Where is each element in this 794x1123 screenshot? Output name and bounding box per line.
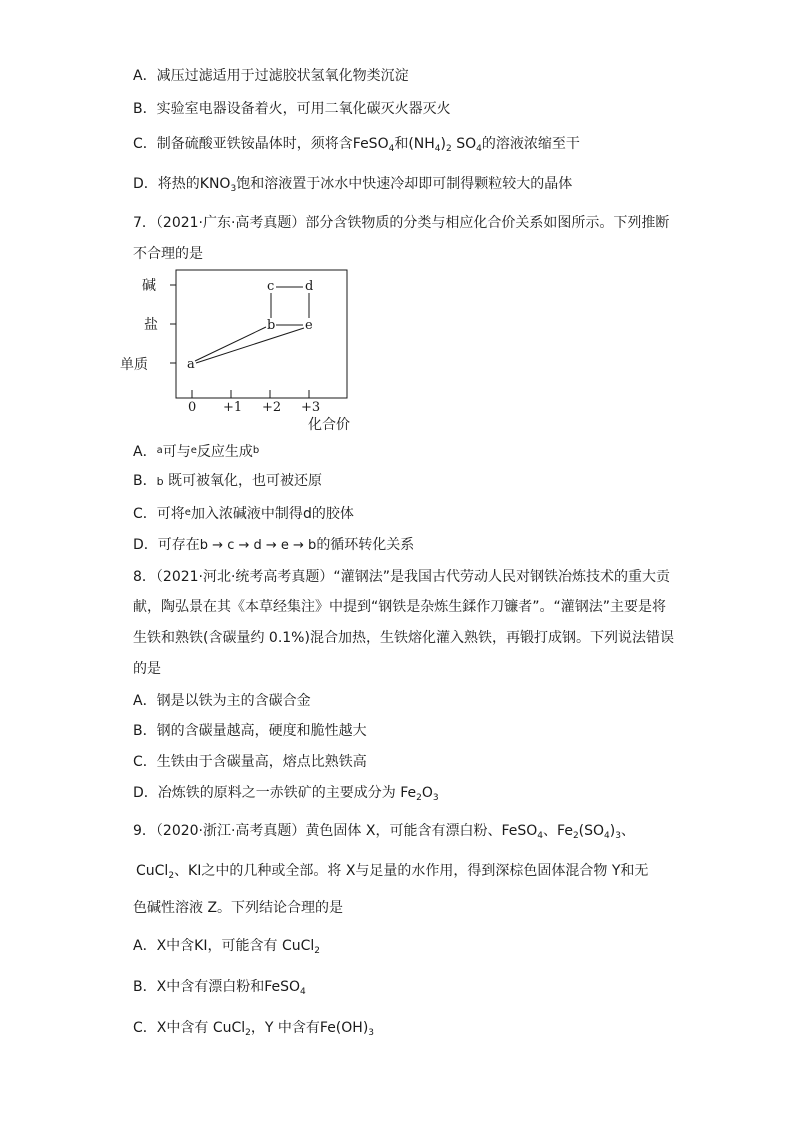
q7-option-b: B．b 既可被氧化，也可被还原 [133, 473, 323, 489]
y-label-salt: 盐 [144, 317, 158, 333]
x-axis-title: 化合价 [308, 417, 350, 433]
q8-option-b: B．钢的含碳量越高，硬度和脆性越大 [133, 723, 367, 739]
text: 饱和溶液置于冰水中快速冷却即可制得颗粒较大的晶体 [236, 176, 573, 192]
point-c: c [267, 279, 275, 294]
q7-option-d: D．可存在b → c → d → e → b的循环转化关系 [133, 537, 415, 553]
formula-feoh3: $Fe(OH)_3$ [319, 1020, 375, 1038]
formula-feso4: FeSO$_4$ [501, 823, 544, 841]
edge-a-e [196, 328, 304, 363]
q6-option-a: A．减压过滤适用于过滤胶状氢氧化物类沉淀 [133, 68, 409, 84]
text: 的溶液浓缩至干 [481, 136, 580, 152]
text: 和 [394, 136, 409, 152]
q8-stem-line2: 献，陶弘景在其《本草经集注》中提到“钢铁是杂炼生鍒作刀镰者”。“灌钢法”主要是将 [133, 599, 667, 615]
point-e: e [305, 318, 313, 333]
point-a: a [187, 357, 195, 372]
iron-valence-diagram [120, 268, 360, 433]
y-label-element: 单质 [120, 357, 148, 373]
q6-option-b: B．实验室电器设备着火，可用二氧化碳灭火器灭火 [133, 101, 451, 117]
plot-frame [176, 270, 347, 398]
x-tick-label: +3 [301, 400, 321, 415]
q9-stem-line2: CuCl$_2$、KI之中的几种或全部。将 X与足量的水作用，得到深棕色固体混合物 Y和无 [136, 863, 649, 881]
formula-feso4: FeSO$_4$ [264, 979, 306, 997]
point-b: b [267, 318, 276, 333]
q7-option-c: C．可将$^e$加入浓碱液中制得d的胶体 [133, 506, 354, 522]
formula-cucl2: CuCl$_2$ [212, 1020, 251, 1038]
q8-stem-line4: 的是 [133, 661, 161, 677]
formula-cucl2: CuCl$_2$ [136, 863, 175, 881]
q9-option-c: C．X中含有 CuCl$_2$，Y 中含有$Fe(OH)_3$ [133, 1020, 375, 1038]
formula-fe2o3: $Fe_2O_3$ [400, 785, 439, 803]
x-tick-label: +2 [262, 400, 282, 415]
q9-option-a: A．X中含KI，可能含有 CuCl$_2$ [133, 938, 320, 956]
q8-option-c: C．生铁由于含碳量高，熔点比熟铁高 [133, 754, 367, 770]
formula-nh4-2so4: $(NH_4)_2$ $SO_4$ [408, 136, 482, 154]
point-d: d [305, 279, 314, 294]
q9-stem-line3: 色碱性溶液 Z。下列结论合理的是 [133, 900, 344, 916]
y-label-base: 碱 [142, 278, 156, 294]
q7-stem-line2: 不合理的是 [133, 246, 203, 262]
formula-kno3: $KNO_3$ [199, 176, 237, 194]
q8-stem-line1: 8．（2021·河北·统考高考真题）“灌钢法”是我国古代劳动人民对钢铁冶炼技术的重大贡 [133, 569, 670, 585]
q8-option-a: A．钢是以铁为主的含碳合金 [133, 693, 311, 709]
q6-option-d [133, 174, 572, 194]
x-tick-label: +1 [223, 400, 243, 415]
q6-option-c [133, 134, 580, 154]
x-tick-label: 0 [188, 400, 197, 415]
formula-cucl2: CuCl$_2$ [281, 938, 320, 956]
formula-feso4: FeSO$_4$ [352, 136, 395, 154]
q9-option-b: B．X中含有漂白粉和FeSO$_4$ [133, 979, 306, 997]
formula-fe2so43: $Fe_2(SO_4)_3$ [557, 823, 621, 841]
q7-stem-line1: 7．（2021·广东·高考真题）部分含铁物质的分类与相应化合价关系如图所示。下列推断 [133, 215, 670, 231]
text: D．将热的 [133, 176, 200, 192]
text: C．制备硫酸亚铁铵晶体时，须将含 [133, 136, 353, 152]
q7-option-a: A．$^a$可与$^e$反应生成$^b$ [133, 444, 260, 460]
q9-stem-line1: 9．（2020·浙江·高考真题）黄色固体 X，可能含有漂白粉、FeSO$_4$、$Fe_2(SO_4)_3$、 [133, 823, 635, 841]
q8-option-d: D．冶炼铁的原料之一赤铁矿的主要成分为 $Fe_2O_3$ [133, 785, 439, 803]
q8-stem-line3: 生铁和熟铁(含碳量约 0.1%)混合加热，生铁熔化灌入熟铁，再锻打成钢。下列说法错误 [133, 630, 674, 646]
